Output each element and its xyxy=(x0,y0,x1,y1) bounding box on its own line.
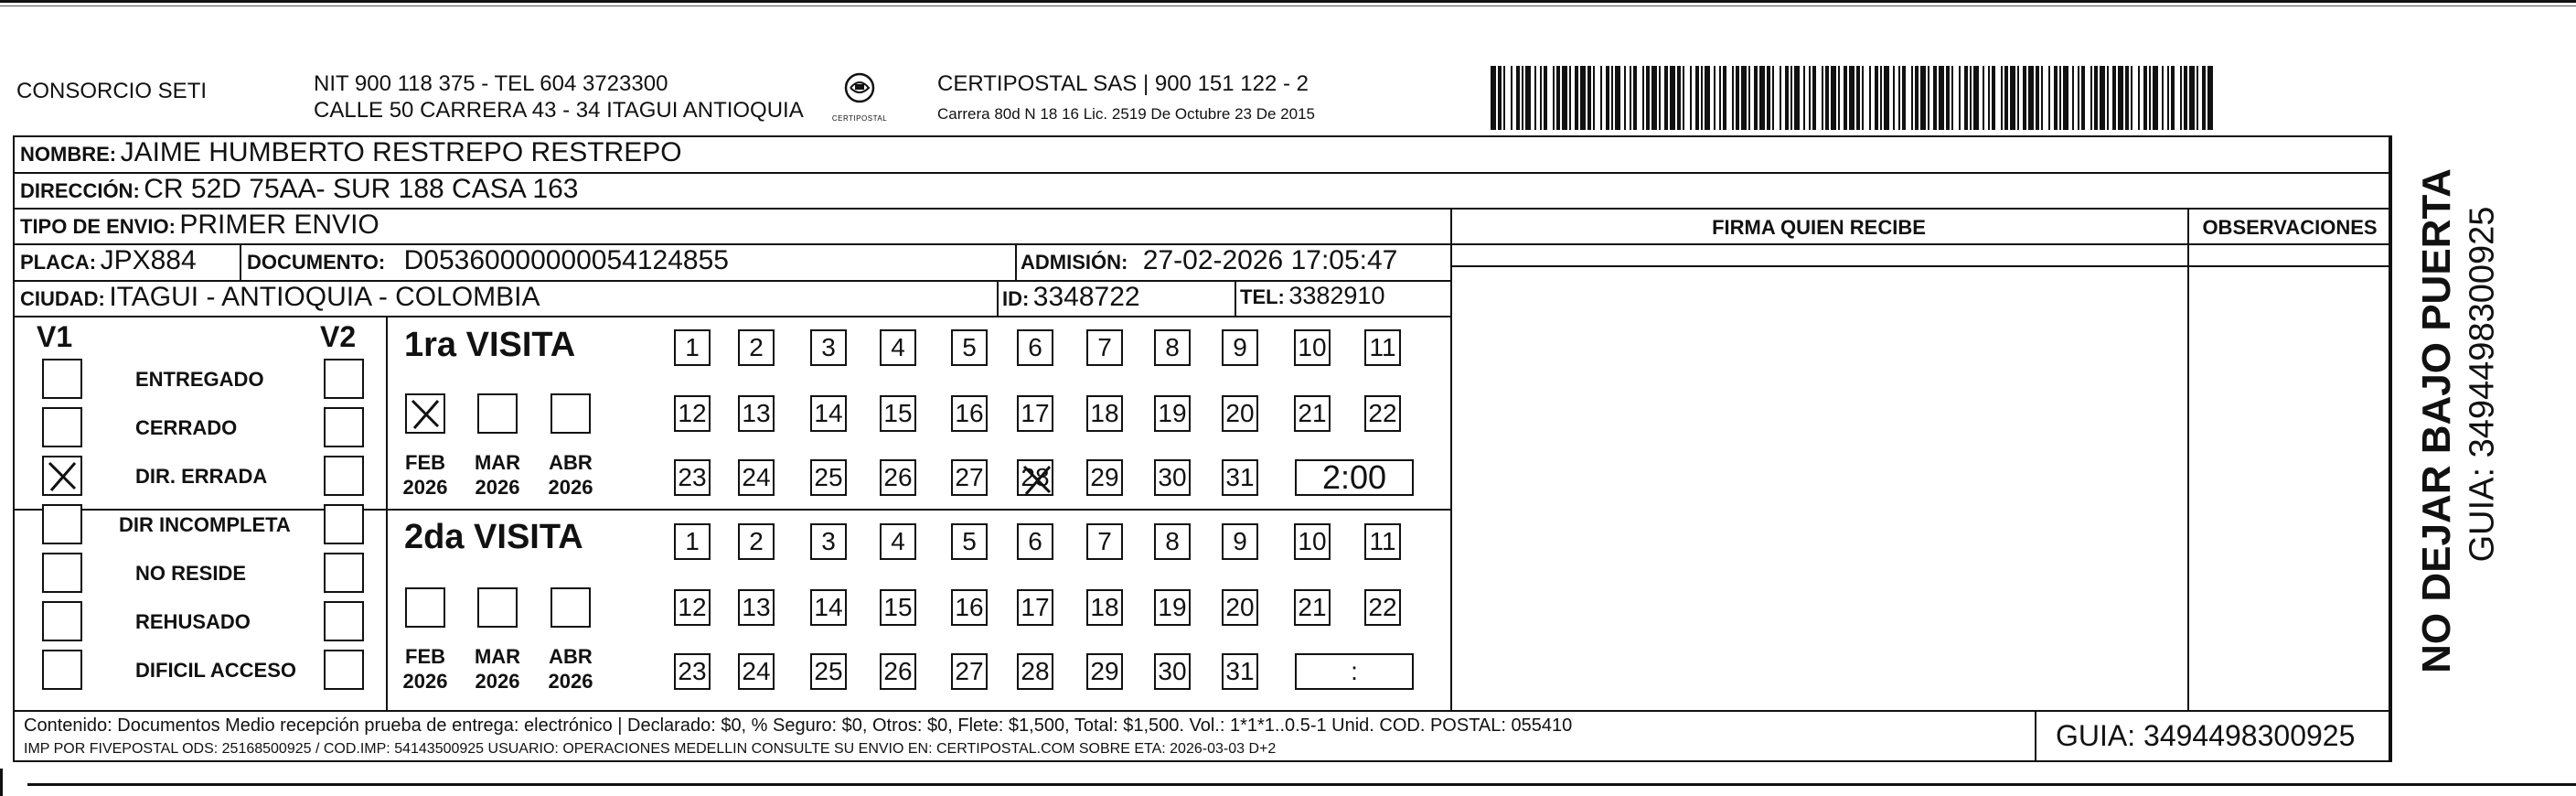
documento-label: DOCUMENTO: xyxy=(247,251,386,274)
barcode-bar xyxy=(1902,66,1906,130)
day-box-8[interactable]: 8 xyxy=(1154,523,1191,560)
barcode-bar xyxy=(2094,66,2098,130)
barcode-bar xyxy=(2004,66,2008,130)
barcode-bar xyxy=(1606,66,1609,130)
barcode-bar xyxy=(1803,66,1805,130)
barcode-bar xyxy=(1844,66,1847,130)
day-box-25[interactable]: 25 xyxy=(810,459,847,496)
barcode-bar xyxy=(1732,66,1734,130)
day-box-24[interactable]: 24 xyxy=(738,459,775,496)
col-line xyxy=(386,316,388,711)
day-box-23[interactable]: 23 xyxy=(674,653,711,690)
nit-line: NIT 900 118 375 - TEL 604 3723300 xyxy=(314,71,668,96)
barcode-bar xyxy=(1893,66,1895,130)
day-box-1[interactable]: 1 xyxy=(674,329,711,366)
col-line xyxy=(1015,243,1017,280)
barcode-bar xyxy=(1825,66,1829,130)
tel-field xyxy=(1240,282,1384,310)
v1-checkbox[interactable] xyxy=(42,456,82,496)
barcode-bar xyxy=(1503,66,1505,130)
v1-checkbox[interactable] xyxy=(42,504,82,544)
barcode-bar xyxy=(1831,66,1836,130)
month-checkbox-mar[interactable] xyxy=(477,587,518,628)
month-checkbox-feb[interactable] xyxy=(405,587,445,628)
barcode-bar xyxy=(2180,66,2182,130)
day-box-13[interactable]: 13 xyxy=(738,395,775,432)
barcode-bar xyxy=(1988,66,1990,130)
v2-checkbox[interactable] xyxy=(324,601,364,641)
day-box-8[interactable]: 8 xyxy=(1154,329,1191,366)
barcode-bar xyxy=(1736,66,1739,130)
documento-field xyxy=(247,245,729,276)
direccion-row xyxy=(20,174,578,205)
barcode-bar xyxy=(1759,66,1765,130)
barcode-bar xyxy=(1794,66,1800,130)
barcode-bar xyxy=(1928,66,1929,130)
time-box[interactable]: 2:00 xyxy=(1295,459,1414,496)
barcode-bar xyxy=(1575,66,1578,130)
month-name: FEB xyxy=(405,451,445,474)
day-box-10[interactable]: 10 xyxy=(1294,523,1331,560)
day-box-27[interactable]: 27 xyxy=(951,459,988,496)
day-box-2[interactable]: 2 xyxy=(738,329,775,366)
day-box-5[interactable]: 5 xyxy=(951,523,988,560)
day-box-12[interactable]: 12 xyxy=(674,395,711,432)
month-checkbox-abr[interactable] xyxy=(550,393,591,434)
barcode-bar xyxy=(1516,66,1520,130)
company-name: CONSORCIO SETI xyxy=(16,79,208,103)
day-box-7[interactable]: 7 xyxy=(1086,329,1123,366)
barcode-bar xyxy=(1642,66,1644,130)
id-field xyxy=(1002,282,1140,313)
barcode-bar xyxy=(2100,66,2105,130)
nombre-value: JAIME HUMBERTO RESTREPO RESTREPO xyxy=(120,137,682,167)
day-box-21[interactable]: 21 xyxy=(1294,589,1331,626)
col-line xyxy=(2187,208,2189,711)
placa-field xyxy=(20,245,197,276)
day-box-19[interactable]: 19 xyxy=(1154,395,1191,432)
barcode-bar xyxy=(1911,66,1913,130)
day-box-13[interactable]: 13 xyxy=(738,589,775,626)
day-box-31[interactable]: 31 xyxy=(1222,653,1258,690)
ciudad-value: ITAGUI - ANTIOQUIA - COLOMBIA xyxy=(109,282,540,312)
first-visit-title: 1ra VISITA xyxy=(404,326,576,364)
barcode-bar xyxy=(1664,66,1668,130)
barcode-bar xyxy=(2107,66,2109,130)
barcode-bar xyxy=(2090,66,2092,130)
barcode-bar xyxy=(1580,66,1586,130)
month-label xyxy=(543,644,598,694)
v2-checkbox[interactable] xyxy=(324,407,364,447)
barcode-bar xyxy=(2028,66,2034,130)
certipostal-line1: CERTIPOSTAL SAS | 900 151 122 - 2 xyxy=(937,71,1309,96)
barcode-bar xyxy=(1525,66,1531,130)
month-name: ABR xyxy=(549,645,593,668)
barcode-bar xyxy=(1920,66,1926,130)
barcode-bar xyxy=(1741,66,1747,130)
barcode-bar xyxy=(2171,66,2175,130)
month-label xyxy=(543,450,598,500)
barcode-bar xyxy=(2118,66,2123,130)
side-warning: NO DEJAR BAJO PUERTA xyxy=(2414,168,2459,673)
day-box-27[interactable]: 27 xyxy=(951,653,988,690)
barcode-bar xyxy=(1959,66,1961,130)
barcode-bar xyxy=(1600,66,1602,130)
month-name: MAR xyxy=(474,451,521,474)
row-line xyxy=(13,710,2390,712)
tel-value: 3382910 xyxy=(1288,282,1385,309)
barcode-bar xyxy=(2197,66,2198,130)
month-year: 2026 xyxy=(402,670,448,693)
day-box-9[interactable]: 9 xyxy=(1222,329,1258,366)
status-label: CERRADO xyxy=(135,416,238,439)
nombre-row xyxy=(20,137,682,168)
barcode-bar xyxy=(1540,66,1542,130)
day-box-2[interactable]: 2 xyxy=(738,523,775,560)
day-box-12[interactable]: 12 xyxy=(674,589,711,626)
barcode-bar xyxy=(2143,66,2147,130)
day-box-3[interactable]: 3 xyxy=(810,523,847,560)
day-box-31[interactable]: 31 xyxy=(1222,459,1258,496)
barcode-bar xyxy=(2010,66,2015,130)
time-box[interactable]: : xyxy=(1295,653,1414,690)
barcode-bar xyxy=(2023,66,2026,130)
admision-field xyxy=(1021,245,1397,276)
col-line xyxy=(2035,710,2036,762)
month-year: 2026 xyxy=(402,476,448,499)
v1-checkbox[interactable] xyxy=(42,650,82,690)
day-box-17[interactable]: 17 xyxy=(1017,589,1053,626)
col-line xyxy=(1450,208,1452,711)
barcode-bar xyxy=(2063,66,2068,130)
day-box-23[interactable]: 23 xyxy=(674,459,711,496)
top-edge-2 xyxy=(0,5,2576,6)
day-box-3[interactable]: 3 xyxy=(810,329,847,366)
col-line xyxy=(240,243,241,280)
day-box-21[interactable]: 21 xyxy=(1294,395,1331,432)
barcode-bar xyxy=(1951,66,1953,130)
day-box-11[interactable]: 11 xyxy=(1364,523,1401,560)
barcode-bar xyxy=(1562,66,1567,130)
barcode-bar xyxy=(2149,66,2151,130)
v1-checkbox[interactable] xyxy=(42,553,82,593)
footer-print-line: IMP POR FIVEPOSTAL ODS: 25168500925 / COD.IMP: 54143500925 USUARIO: OPERACIONES MEDELLIN CONSULTE SU ENVIO EN: CERTIPOSTAL.COM SOBRE ETA: 2026-03-03 D+2 xyxy=(24,741,1277,757)
barcode-bar xyxy=(1898,66,1900,130)
day-box-16[interactable]: 16 xyxy=(951,395,988,432)
barcode-bar xyxy=(1677,66,1681,130)
barcode-bar xyxy=(1772,66,1774,130)
barcode-bar xyxy=(1790,66,1792,130)
day-box-5[interactable]: 5 xyxy=(951,329,988,366)
day-box-30[interactable]: 30 xyxy=(1154,653,1191,690)
day-box-29[interactable]: 29 xyxy=(1086,459,1123,496)
barcode-bar xyxy=(2125,66,2129,130)
barcode-bar xyxy=(1748,66,1750,130)
barcode-bar xyxy=(1701,66,1703,130)
barcode-bar xyxy=(1556,66,1560,130)
barcode-bar xyxy=(2078,66,2079,130)
day-box-18[interactable]: 18 xyxy=(1086,395,1123,432)
ciudad-label: CIUDAD: xyxy=(20,287,105,310)
direccion-value: CR 52D 75AA- SUR 188 CASA 163 xyxy=(144,174,579,204)
barcode-bar xyxy=(1690,66,1692,130)
admision-label: ADMISIÓN: xyxy=(1021,251,1128,274)
nombre-label: NOMBRE: xyxy=(20,143,117,166)
day-box-28[interactable]: 28 xyxy=(1017,459,1053,496)
barcode-bar xyxy=(1534,66,1536,130)
tipo-value: PRIMER ENVIO xyxy=(179,210,379,240)
barcode-bar xyxy=(1970,66,1972,130)
v2-checkbox[interactable] xyxy=(324,650,364,690)
barcode-bar xyxy=(2059,66,2061,130)
barcode-bar xyxy=(1511,66,1512,130)
month-checkbox-abr[interactable] xyxy=(550,587,591,628)
day-box-1[interactable]: 1 xyxy=(674,523,711,560)
day-box-22[interactable]: 22 xyxy=(1364,589,1401,626)
v1-label: V1 xyxy=(37,320,73,353)
day-box-19[interactable]: 19 xyxy=(1154,589,1191,626)
v2-checkbox[interactable] xyxy=(324,456,364,496)
day-box-14[interactable]: 14 xyxy=(810,395,847,432)
row-line xyxy=(13,509,1450,511)
footer-content-line: Contenido: Documentos Medio recepción prueba de entrega: electrónico | Declarado: $0, % Seguro: $0, Otros: $0, Flete: $1,500, Total: $1,500. Vol.: 1*1*1..0.5-1 Unid. COD. POSTAL: 055410 xyxy=(24,715,1573,736)
barcode-bar xyxy=(2131,66,2132,130)
certipostal-line2: Carrera 80d N 18 16 Lic. 2519 De Octubre 23 De 2015 xyxy=(937,105,1315,123)
v1-checkbox[interactable] xyxy=(42,601,82,641)
day-box-11[interactable]: 11 xyxy=(1364,329,1401,366)
observaciones-header: OBSERVACIONES xyxy=(2202,216,2378,239)
col-line xyxy=(997,280,999,317)
month-checkbox-feb[interactable] xyxy=(405,393,445,434)
v1-checkbox[interactable] xyxy=(42,407,82,447)
tipo-row xyxy=(20,210,379,241)
day-box-4[interactable]: 4 xyxy=(880,523,916,560)
barcode-bar xyxy=(1498,66,1502,130)
barcode-bar xyxy=(1754,66,1758,130)
barcode-bar xyxy=(1670,66,1675,130)
barcode-bar xyxy=(1939,66,1944,130)
col-line xyxy=(1235,280,1236,317)
barcode-bar xyxy=(2112,66,2116,130)
barcode-bar xyxy=(1491,66,1496,130)
barcode-bar xyxy=(2202,66,2206,130)
day-box-10[interactable]: 10 xyxy=(1294,329,1331,366)
barcode xyxy=(1491,66,2213,130)
barcode-bar xyxy=(1593,66,1595,130)
barcode-bar xyxy=(2001,66,2003,130)
barcode-bar xyxy=(2072,66,2074,130)
barcode-bar xyxy=(1973,66,1979,130)
barcode-bar xyxy=(1812,66,1816,130)
logo-text: CERTIPOSTAL xyxy=(831,114,888,123)
barcode-bar xyxy=(2048,66,2050,130)
barcode-bar xyxy=(1714,66,1716,130)
status-label: REHUSADO xyxy=(135,610,251,633)
day-box-26[interactable]: 26 xyxy=(880,459,916,496)
day-box-30[interactable]: 30 xyxy=(1154,459,1191,496)
barcode-bar xyxy=(1624,66,1626,130)
barcode-bar xyxy=(1651,66,1657,130)
day-box-6[interactable]: 6 xyxy=(1017,523,1053,560)
day-box-9[interactable]: 9 xyxy=(1222,523,1258,560)
month-year: 2026 xyxy=(548,476,593,499)
barcode-bar xyxy=(1544,66,1547,130)
barcode-bar xyxy=(1964,66,1968,130)
col-line xyxy=(2390,135,2392,762)
barcode-bar xyxy=(1875,66,1878,130)
barcode-bar xyxy=(2207,66,2213,130)
month-name: MAR xyxy=(474,645,521,668)
barcode-bar xyxy=(2162,66,2164,130)
day-box-25[interactable]: 25 xyxy=(810,653,847,690)
barcode-bar xyxy=(2184,66,2187,130)
day-box-15[interactable]: 15 xyxy=(880,589,916,626)
barcode-bar xyxy=(1695,66,1699,130)
day-box-29[interactable]: 29 xyxy=(1086,653,1123,690)
barcode-bar xyxy=(2189,66,2195,130)
barcode-bar xyxy=(1933,66,1937,130)
barcode-bar xyxy=(1569,66,1571,130)
day-box-22[interactable]: 22 xyxy=(1364,395,1401,432)
v2-checkbox[interactable] xyxy=(324,359,364,399)
barcode-bar xyxy=(1767,66,1770,130)
barcode-bar xyxy=(1659,66,1661,130)
day-box-4[interactable]: 4 xyxy=(880,329,916,366)
barcode-bar xyxy=(1869,66,1871,130)
day-box-20[interactable]: 20 xyxy=(1222,589,1258,626)
barcode-bar xyxy=(1723,66,1726,130)
day-box-24[interactable]: 24 xyxy=(738,653,775,690)
barcode-bar xyxy=(1822,66,1823,130)
tipo-label: TIPO DE ENVIO: xyxy=(20,215,176,238)
day-box-16[interactable]: 16 xyxy=(951,589,988,626)
barcode-bar xyxy=(1915,66,1919,130)
barcode-bar xyxy=(1719,66,1721,130)
month-name: ABR xyxy=(549,451,593,474)
barcode-bar xyxy=(1838,66,1840,130)
barcode-bar xyxy=(2041,66,2043,130)
direccion-label: DIRECCIÓN: xyxy=(20,179,140,202)
day-box-14[interactable]: 14 xyxy=(810,589,847,626)
day-box-7[interactable]: 7 xyxy=(1086,523,1123,560)
barcode-bar xyxy=(1611,66,1613,130)
barcode-bar xyxy=(1880,66,1882,130)
tel-label: TEL: xyxy=(1240,285,1285,308)
day-box-15[interactable]: 15 xyxy=(880,395,916,432)
month-year: 2026 xyxy=(475,476,520,499)
address-line: CALLE 50 CARRERA 43 - 34 ITAGUI ANTIOQUIA xyxy=(314,98,804,123)
barcode-bar xyxy=(1630,66,1631,130)
barcode-bar xyxy=(1587,66,1591,130)
id-label: ID: xyxy=(1002,287,1030,310)
bottom-edge xyxy=(27,783,2576,786)
certipostal-logo xyxy=(828,71,892,123)
firma-header: FIRMA QUIEN RECIBE xyxy=(1712,216,1926,239)
v2-checkbox[interactable] xyxy=(324,553,364,593)
barcode-bar xyxy=(2153,66,2158,130)
v2-checkbox[interactable] xyxy=(324,504,364,544)
day-box-20[interactable]: 20 xyxy=(1222,395,1258,432)
month-label xyxy=(470,450,525,500)
barcode-bar xyxy=(1946,66,1950,130)
barcode-bar xyxy=(1646,66,1650,130)
status-label: DIR. ERRADA xyxy=(135,465,268,488)
v1-checkbox[interactable] xyxy=(42,359,82,399)
day-box-26[interactable]: 26 xyxy=(880,653,916,690)
barcode-bar xyxy=(2081,66,2085,130)
documento-value: D05360000000054124855 xyxy=(403,245,729,275)
admision-value: 27-02-2026 17:05:47 xyxy=(1142,245,1398,275)
id-value: 3348722 xyxy=(1032,282,1140,312)
month-label xyxy=(470,644,525,694)
barcode-bar xyxy=(1862,66,1864,130)
barcode-bar xyxy=(2167,66,2169,130)
placa-label: PLACA: xyxy=(20,251,97,274)
status-label: NO RESIDE xyxy=(135,562,247,585)
barcode-bar xyxy=(1683,66,1684,130)
month-name: FEB xyxy=(405,645,445,668)
row-line xyxy=(1450,265,2390,267)
month-year: 2026 xyxy=(475,670,520,693)
barcode-bar xyxy=(1992,66,1995,130)
barcode-bar xyxy=(1522,66,1523,130)
left-edge xyxy=(0,769,3,796)
day-box-17[interactable]: 17 xyxy=(1017,395,1053,432)
barcode-bar xyxy=(1809,66,1811,130)
barcode-bar xyxy=(2036,66,2039,130)
top-edge xyxy=(0,0,2576,3)
barcode-bar xyxy=(1983,66,1984,130)
month-label xyxy=(398,644,453,694)
side-guia: GUIA: 3494498300925 xyxy=(2463,206,2502,563)
status-label: DIFICIL ACCESO xyxy=(135,659,297,682)
barcode-bar xyxy=(1705,66,1710,130)
day-box-6[interactable]: 6 xyxy=(1017,329,1053,366)
day-box-28[interactable]: 28 xyxy=(1017,653,1053,690)
month-year: 2026 xyxy=(548,670,593,693)
barcode-bar xyxy=(2054,66,2058,130)
status-label: ENTREGADO xyxy=(135,368,264,391)
barcode-bar xyxy=(1884,66,1889,130)
barcode-bar xyxy=(1849,66,1855,130)
ciudad-field xyxy=(20,282,540,313)
barcode-bar xyxy=(2138,66,2140,130)
second-visit-title: 2da VISITA xyxy=(404,518,583,556)
footer-guia: GUIA: 3494498300925 xyxy=(2056,719,2356,752)
month-label xyxy=(398,450,453,500)
barcode-bar xyxy=(1633,66,1637,130)
barcode-bar xyxy=(1615,66,1620,130)
barcode-bar xyxy=(1856,66,1860,130)
month-checkbox-mar[interactable] xyxy=(477,393,518,434)
barcode-bar xyxy=(2017,66,2019,130)
day-box-18[interactable]: 18 xyxy=(1086,589,1123,626)
placa-value: JPX884 xyxy=(100,245,197,275)
barcode-bar xyxy=(1785,66,1789,130)
barcode-bar xyxy=(1780,66,1781,130)
status-label: DIR INCOMPLETA xyxy=(119,513,291,536)
barcode-bar xyxy=(1553,66,1555,130)
v2-label: V2 xyxy=(320,320,357,353)
